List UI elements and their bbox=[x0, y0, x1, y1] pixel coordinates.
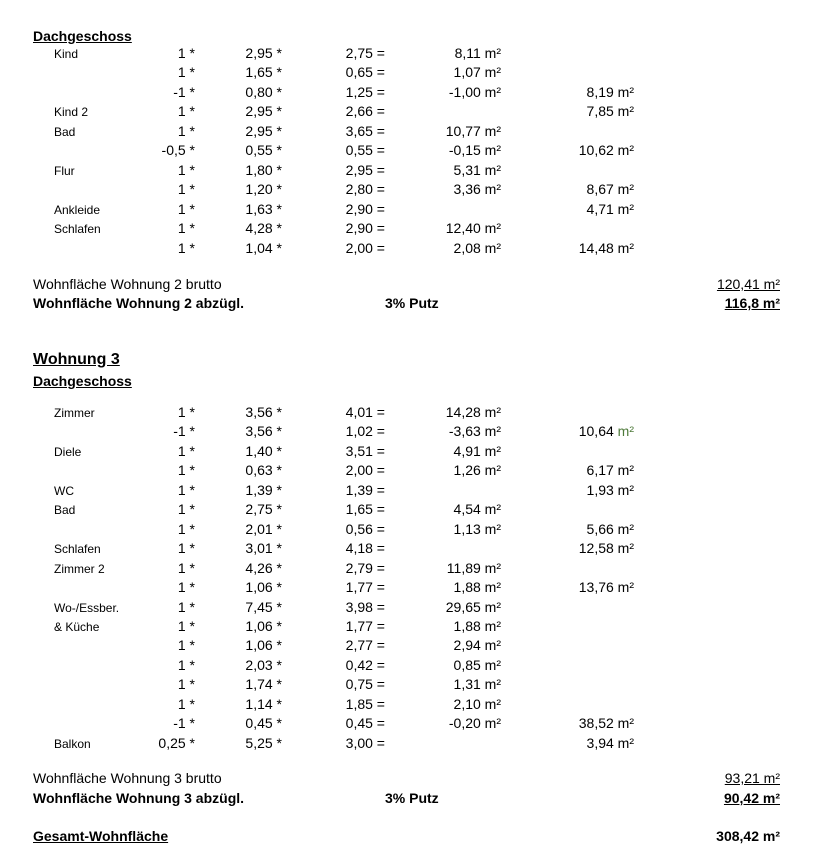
row-cell-sub: 5,66 m² bbox=[586, 520, 634, 537]
row-cell-area: 12,40 m² bbox=[445, 220, 501, 237]
row-cell-b: 4,18 = bbox=[345, 540, 385, 557]
row-cell-f: 1 * bbox=[177, 617, 195, 634]
row-cell-label: & Küche bbox=[54, 619, 100, 634]
section1-net-value: 116,8 m² bbox=[724, 295, 780, 311]
row-cell-a: 2,75 * bbox=[245, 501, 282, 518]
row-cell-b: 2,77 = bbox=[345, 637, 385, 654]
row-cell-b: 4,01 = bbox=[345, 404, 385, 420]
row-cell-a: 1,74 * bbox=[245, 676, 282, 693]
row-cell-area: 0,85 m² bbox=[453, 656, 501, 673]
row-cell-area: 5,31 m² bbox=[453, 161, 501, 178]
row-cell-b: 3,00 = bbox=[345, 734, 385, 751]
row-cell-area: 14,28 m² bbox=[445, 404, 501, 420]
row-cell-area: 11,89 m² bbox=[446, 559, 501, 576]
row-cell-f: -0,5 * bbox=[161, 142, 195, 159]
row-cell-label: Schlafen bbox=[54, 222, 101, 237]
row-cell-area: 1,88 m² bbox=[453, 617, 501, 634]
row-cell-b: 1,02 = bbox=[345, 423, 385, 440]
row-cell-a: 0,45 * bbox=[245, 715, 282, 732]
row-cell-a: 7,45 * bbox=[245, 598, 282, 615]
row-cell-a: 2,95 * bbox=[245, 45, 282, 61]
row-cell-b: 2,90 = bbox=[345, 220, 385, 237]
row-cell-b: 0,55 = bbox=[345, 142, 385, 159]
row-subtotal-number: 10,64 bbox=[578, 423, 618, 440]
row-cell-a: 1,04 * bbox=[245, 239, 282, 256]
row-cell-sub: 38,52 m² bbox=[578, 715, 634, 732]
row-cell-f: 1 * bbox=[177, 540, 195, 557]
row-cell-b: 2,90 = bbox=[345, 200, 385, 217]
row-cell-a: 1,65 * bbox=[245, 64, 282, 81]
row-cell-area: -0,20 m² bbox=[448, 715, 501, 732]
row-cell-f: 1 * bbox=[177, 239, 195, 256]
row-cell-label: Schlafen bbox=[54, 542, 101, 557]
row-cell-area: 1,31 m² bbox=[453, 676, 501, 693]
row-cell-b: 0,56 = bbox=[345, 520, 385, 537]
row-cell-f: 1 * bbox=[177, 579, 195, 596]
row-cell-a: 1,80 * bbox=[245, 161, 282, 178]
row-cell-b: 2,00 = bbox=[345, 462, 385, 479]
row-cell-f: 1 * bbox=[177, 122, 195, 139]
section2-title: Wohnung 3 bbox=[33, 351, 120, 368]
row-cell-area: 2,94 m² bbox=[453, 637, 501, 654]
row-cell-label: Flur bbox=[54, 163, 75, 178]
row-cell-f: 1 * bbox=[177, 598, 195, 615]
row-cell-f: 1 * bbox=[177, 520, 195, 537]
section2-heading: Dachgeschoss bbox=[33, 373, 132, 389]
row-cell-sub: 4,71 m² bbox=[586, 200, 634, 217]
row-cell-a: 1,14 * bbox=[245, 695, 282, 712]
row-cell-a: 0,80 * bbox=[245, 83, 282, 100]
row-cell-a: 2,95 * bbox=[245, 103, 282, 120]
row-cell-b: 0,75 = bbox=[345, 676, 385, 693]
row-cell-a: 0,63 * bbox=[245, 462, 282, 479]
row-cell-label: Zimmer bbox=[54, 406, 95, 420]
row-cell-f: 1 * bbox=[177, 637, 195, 654]
row-cell-b: 1,65 = bbox=[345, 501, 385, 518]
row-cell-b: 2,66 = bbox=[345, 103, 385, 120]
row-cell-f: 1 * bbox=[177, 103, 195, 120]
row-cell-sub bbox=[540, 423, 634, 439]
row-cell-f: 1 * bbox=[177, 161, 195, 178]
row-cell-b: 1,25 = bbox=[345, 83, 385, 100]
row-cell-f: -1 * bbox=[173, 715, 195, 732]
row-cell-label: Wo-/Essber. bbox=[54, 600, 120, 615]
row-cell-f: 1 * bbox=[177, 501, 195, 518]
row-cell-area: -3,63 m² bbox=[448, 423, 501, 440]
row-cell-area: -1,00 m² bbox=[448, 83, 501, 100]
row-cell-f: 1 * bbox=[177, 404, 195, 420]
row-cell-a: 1,06 * bbox=[245, 617, 282, 634]
row-cell-b: 2,95 = bbox=[345, 161, 385, 178]
row-cell-f: 1 * bbox=[177, 481, 195, 498]
row-cell-area: 3,36 m² bbox=[453, 181, 501, 198]
row-cell-a: 2,95 * bbox=[245, 122, 282, 139]
row-cell-b: 0,65 = bbox=[345, 64, 385, 81]
row-cell-area: -0,15 m² bbox=[448, 142, 501, 159]
row-cell-f: -1 * bbox=[173, 423, 195, 440]
row-cell-f: 1 * bbox=[177, 220, 195, 237]
row-cell-f: 1 * bbox=[177, 695, 195, 712]
row-cell-a: 5,25 * bbox=[245, 734, 282, 751]
row-cell-area: 1,13 m² bbox=[453, 520, 501, 537]
section1-net-label: Wohnfläche Wohnung 2 abzügl. bbox=[33, 295, 245, 311]
row-cell-sub: 10,62 m² bbox=[578, 142, 634, 159]
row-cell-f: 0,25 * bbox=[158, 734, 195, 751]
row-cell-f: 1 * bbox=[177, 181, 195, 198]
section1-heading: Dachgeschoss bbox=[33, 28, 132, 44]
row-cell-label: Bad bbox=[54, 124, 76, 139]
row-cell-f: -1 * bbox=[173, 83, 195, 100]
row-cell-sub: 1,93 m² bbox=[586, 481, 634, 498]
row-cell-a: 2,01 * bbox=[245, 520, 282, 537]
row-cell-a: 1,63 * bbox=[245, 200, 282, 217]
row-cell-f: 1 * bbox=[177, 676, 195, 693]
row-cell-sub: 14,48 m² bbox=[578, 239, 634, 256]
row-cell-a: 3,56 * bbox=[245, 404, 282, 420]
row-cell-sub: 13,76 m² bbox=[578, 579, 634, 596]
row-cell-b: 1,77 = bbox=[345, 617, 385, 634]
row-cell-f: 1 * bbox=[177, 656, 195, 673]
row-cell-b: 2,79 = bbox=[345, 559, 385, 576]
row-cell-f: 1 * bbox=[177, 200, 195, 217]
row-cell-label: Kind bbox=[54, 47, 79, 61]
row-cell-a: 1,39 * bbox=[245, 481, 282, 498]
row-cell-area: 4,54 m² bbox=[453, 501, 501, 518]
row-cell-a: 3,01 * bbox=[245, 540, 282, 557]
section1-brutto-value: 120,41 m² bbox=[716, 276, 780, 292]
row-cell-area: 2,10 m² bbox=[453, 695, 501, 712]
row-cell-area: 10,77 m² bbox=[445, 122, 501, 139]
row-cell-area: 4,91 m² bbox=[453, 442, 501, 459]
row-cell-sub: 8,67 m² bbox=[586, 181, 634, 198]
row-cell-b: 1,77 = bbox=[345, 579, 385, 596]
row-cell-b: 1,85 = bbox=[345, 695, 385, 712]
row-cell-a: 1,06 * bbox=[245, 637, 282, 654]
row-cell-a: 4,26 * bbox=[245, 559, 282, 576]
row-cell-a: 0,55 * bbox=[245, 142, 282, 159]
row-cell-area: 2,08 m² bbox=[453, 239, 501, 256]
total-value: 308,42 m² bbox=[716, 828, 780, 844]
section1-brutto-label: Wohnfläche Wohnung 2 brutto bbox=[33, 276, 222, 292]
row-cell-b: 2,00 = bbox=[345, 239, 385, 256]
row-cell-b: 1,39 = bbox=[345, 481, 385, 498]
row-cell-label: Balkon bbox=[54, 736, 91, 751]
row-cell-area: 29,65 m² bbox=[445, 598, 501, 615]
row-cell-area: 1,07 m² bbox=[453, 64, 501, 81]
row-cell-label: Zimmer 2 bbox=[54, 561, 105, 576]
row-cell-sub: 3,94 m² bbox=[586, 734, 634, 751]
row-cell-label: Ankleide bbox=[54, 202, 101, 217]
section1-net-putz: 3% Putz bbox=[385, 295, 439, 311]
row-cell-f: 1 * bbox=[177, 45, 195, 61]
row-cell-a: 4,28 * bbox=[245, 220, 282, 237]
row-subtotal-unit: m² bbox=[617, 423, 634, 440]
row-cell-f: 1 * bbox=[177, 462, 195, 479]
row-cell-label: WC bbox=[54, 483, 74, 498]
section2-brutto-label: Wohnfläche Wohnung 3 brutto bbox=[33, 770, 222, 786]
row-cell-b: 0,42 = bbox=[345, 656, 385, 673]
row-cell-label: Bad bbox=[54, 503, 76, 518]
row-cell-b: 2,75 = bbox=[345, 45, 385, 61]
row-cell-b: 2,80 = bbox=[345, 181, 385, 198]
row-cell-label: Kind 2 bbox=[54, 105, 89, 120]
row-cell-area: 8,11 m² bbox=[454, 45, 501, 61]
section2-brutto-value: 93,21 m² bbox=[724, 770, 780, 786]
row-cell-a: 1,40 * bbox=[245, 442, 282, 459]
row-cell-a: 1,06 * bbox=[245, 579, 282, 596]
row-cell-b: 3,65 = bbox=[345, 122, 385, 139]
total-label: Gesamt-Wohnfläche bbox=[33, 828, 169, 844]
row-cell-label: Diele bbox=[54, 444, 82, 459]
row-cell-sub: 7,85 m² bbox=[586, 103, 634, 120]
row-cell-a: 3,56 * bbox=[245, 423, 282, 440]
row-cell-area: 1,26 m² bbox=[453, 462, 501, 479]
row-cell-f: 1 * bbox=[177, 442, 195, 459]
row-cell-sub: 8,19 m² bbox=[586, 83, 634, 100]
row-cell-sub: 12,58 m² bbox=[578, 540, 634, 557]
row-cell-b: 3,51 = bbox=[345, 442, 385, 459]
row-cell-b: 0,45 = bbox=[345, 715, 385, 732]
row-cell-b: 3,98 = bbox=[345, 598, 385, 615]
section2-net-value: 90,42 m² bbox=[723, 790, 780, 806]
row-cell-f: 1 * bbox=[177, 64, 195, 81]
row-cell-sub: 6,17 m² bbox=[586, 462, 634, 479]
row-cell-a: 1,20 * bbox=[245, 181, 282, 198]
row-cell-f: 1 * bbox=[177, 559, 195, 576]
row-cell-a: 2,03 * bbox=[245, 656, 282, 673]
section2-net-label: Wohnfläche Wohnung 3 abzügl. bbox=[33, 790, 245, 806]
section2-net-putz: 3% Putz bbox=[385, 790, 439, 806]
row-cell-area: 1,88 m² bbox=[453, 579, 501, 596]
